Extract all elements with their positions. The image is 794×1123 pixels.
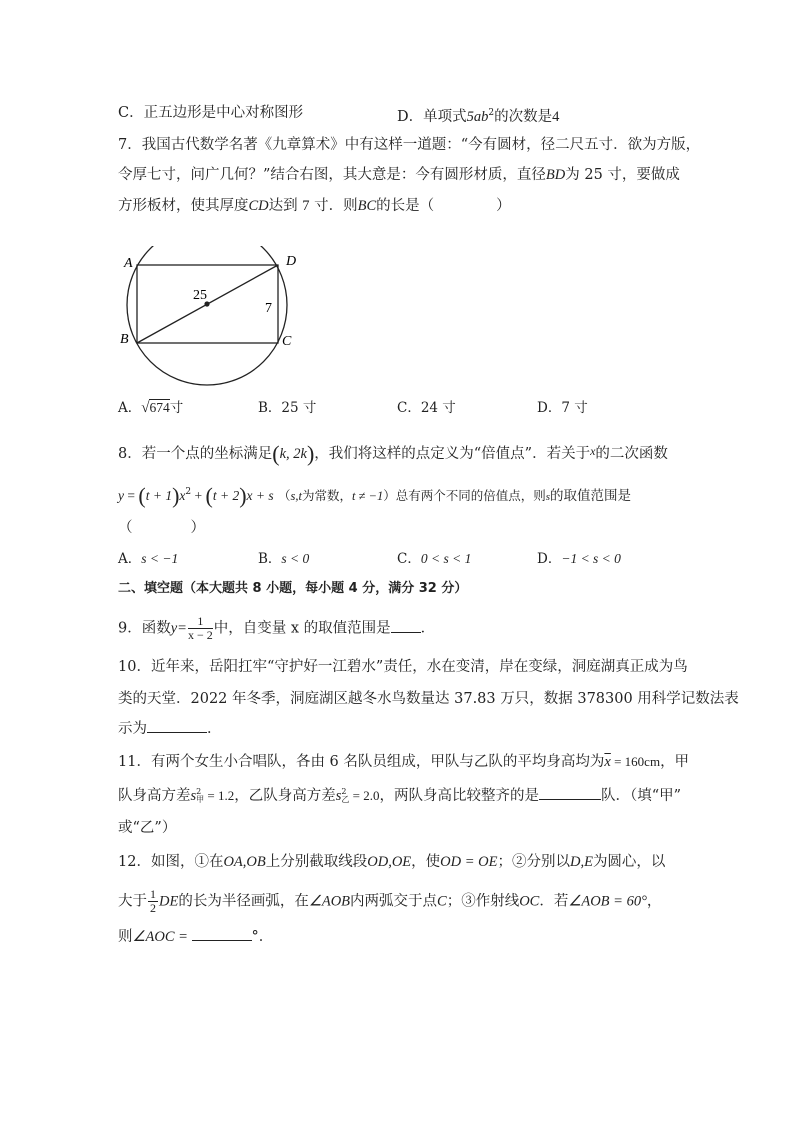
q6-option-d: D．单项式$5ab^2$的次数是4 (397, 108, 560, 125)
circle (127, 246, 287, 385)
q9-answer-blank[interactable] (391, 618, 421, 633)
q8-line-1: 8．若一个点的坐标满足(k, 2k)，我们将这样的点定义为“倍值点”．若关于$^x$的二次函数 (118, 441, 668, 466)
q10-line-1: 10．近年来，岳阳扛牢“守护好一江碧水”责任，水在变清，岸在变绿，洞庭湖真正成为鸟 (118, 659, 688, 675)
q7-line-3: 方形板材，使其厚度CD达到 7 寸．则BC的长是（ ） (118, 198, 511, 214)
label-7: 7 (265, 301, 272, 316)
q7-option-d: D．7 寸 (537, 400, 588, 416)
q7-line-1: 7．我国古代数学名著《九章算术》中有这样一道题：“今有圆材，径二尺五寸．欲为方版， (118, 137, 701, 153)
label-b: B (120, 332, 129, 347)
q8-option-c: C．0 < s < 1 (397, 551, 472, 567)
q10-line-2: 类的天堂．2022 年冬季，洞庭湖区越冬水鸟数量达 37.83 万只，数据 378300 用科学记数法表 (118, 691, 739, 707)
q12-line-2: 大于 $\frac{1}{2}$ DE的长为半径画弧，在∠AOB内两弧交于点C；③作射线OC．若∠AOB = 60°， (118, 887, 662, 915)
q7-option-c: C．24 寸 (397, 400, 456, 416)
label-d: D (286, 254, 297, 269)
q11-line-3: 或“乙”） (118, 820, 177, 836)
q7-figure (112, 246, 312, 390)
q8-line-2: $y = (t + 1)x^2 + (t + 2)x + s$ （s,t为常数，t ≠ −1）总有两个不同的倍值点，则s的取值范围是 (118, 483, 632, 508)
q9-fraction: $\frac{1}{x - 2}$ (187, 614, 213, 642)
q12-fraction: $\frac{1}{2}$ (150, 887, 156, 915)
section-heading: 二、填空题（本大题共 8 小题，每小题 4 分，满分 32 分） (118, 581, 468, 596)
q12-answer-blank[interactable] (192, 926, 252, 941)
q12-line-3: 则∠AOC = °． (118, 926, 273, 947)
q7-option-a: A．√674寸 (118, 400, 184, 416)
q10-line-3: 示为 ． (118, 718, 222, 739)
label-25: 25 (193, 288, 207, 303)
label-a: A (124, 256, 133, 271)
q7-line-2: 令厚七寸，问广几何？”结合右图，其大意是：今有圆形材质，直径BD为 25 寸，要做成 (118, 167, 680, 183)
q11-line-2: 队身高方差s 2 甲 = 1.2，乙队身高方差s 2 乙 = 2.0，两队身高比较整齐的是 队．（填“甲” (118, 787, 682, 804)
q11-answer-blank[interactable] (539, 785, 601, 800)
q9-line: 9．函数y= $\frac{1}{x - 2}$ 中，自变量 x 的取值范围是 ． (118, 614, 436, 642)
q6-option-c: C．正五边形是中心对称图形 (118, 105, 304, 121)
q8-option-b: B．s < 0 (258, 551, 310, 567)
q11-line-1: 11．有两个女生小合唱队，各由 6 名队员组成，甲队与乙队的平均身高均为$\overline{x} = 160cm$，甲 (118, 754, 690, 770)
label-c: C (282, 334, 292, 349)
q10-answer-blank[interactable] (147, 718, 207, 733)
q8-line-3: （ ） (118, 520, 205, 536)
q8-option-d: D．−1 < s < 0 (537, 551, 621, 567)
q12-line-1: 12．如图，①在OA,OB上分别截取线段OD,OE，使OD = OE；②分别以D,E为圆心，以 (118, 854, 666, 870)
q8-option-a: A．s < −1 (118, 551, 179, 567)
q7-option-b: B．25 寸 (258, 400, 317, 416)
